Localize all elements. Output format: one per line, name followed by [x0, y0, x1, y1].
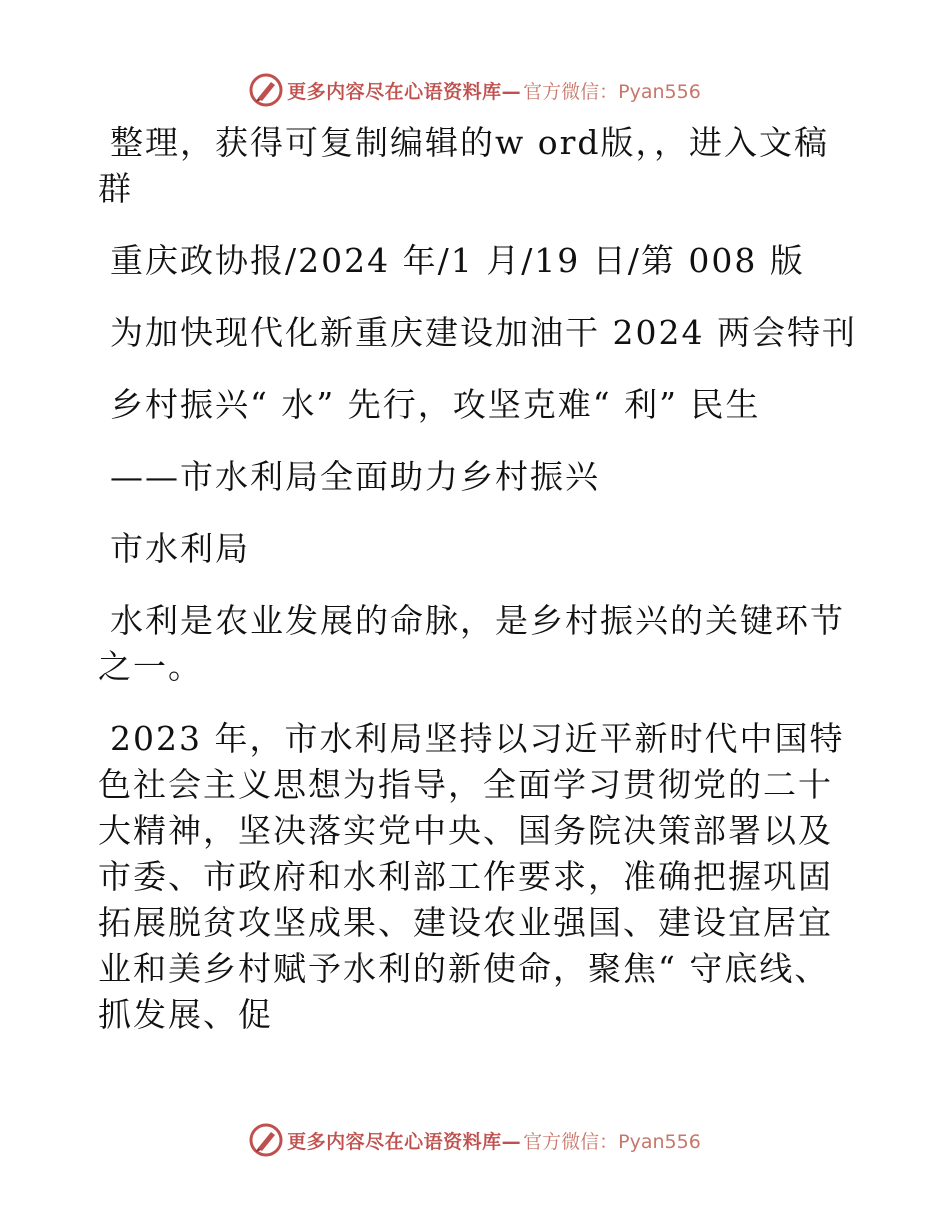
- document-body: [98, 120, 858, 1064]
- paragraph-intro: 整理，获得可复制编辑的w ord版，，进入文稿群: [98, 123, 830, 208]
- paragraph-body-2: 2023 年，市水利局坚持以习近平新时代中国特色社会主义思想为指导，全面学习贯彻党的二十大精神，坚决落实党中央、国务院决策部署以及市委、市政府和水利部工作要求，准确把握巩固拓展脱贫攻坚成果、建设农业强国、建设宜居宜业和美乡村赋予水利的新使命，聚焦“ 守底线、抓发展、促: [98, 719, 845, 1034]
- article-author: 市水利局: [110, 529, 250, 568]
- pen-logo-icon: [249, 1123, 283, 1157]
- watermark-text: 更多内容尽在心语资料库—: [287, 1130, 522, 1153]
- watermark-contact: 官方微信：Pyan556: [523, 1130, 701, 1153]
- paragraph-body-1: 水利是农业发展的命脉，是乡村振兴的关键环节之一。: [98, 601, 845, 686]
- footer-watermark: [0, 1120, 950, 1160]
- watermark-contact: 官方微信：Pyan556: [523, 80, 701, 103]
- paragraph-column: 为加快现代化新重庆建设加油干 2024 两会特刊: [110, 313, 857, 352]
- watermark-text: 更多内容尽在心语资料库—: [287, 80, 522, 103]
- article-title: 乡村振兴“ 水” 先行，攻坚克难“ 利” 民生: [110, 385, 761, 424]
- article-subtitle: ——市水利局全面助力乡村振兴: [110, 457, 600, 496]
- header-watermark: [0, 70, 950, 110]
- pen-logo-icon: [249, 73, 283, 107]
- paragraph-source: 重庆政协报/2024 年/1 月/19 日/第 008 版: [110, 241, 805, 280]
